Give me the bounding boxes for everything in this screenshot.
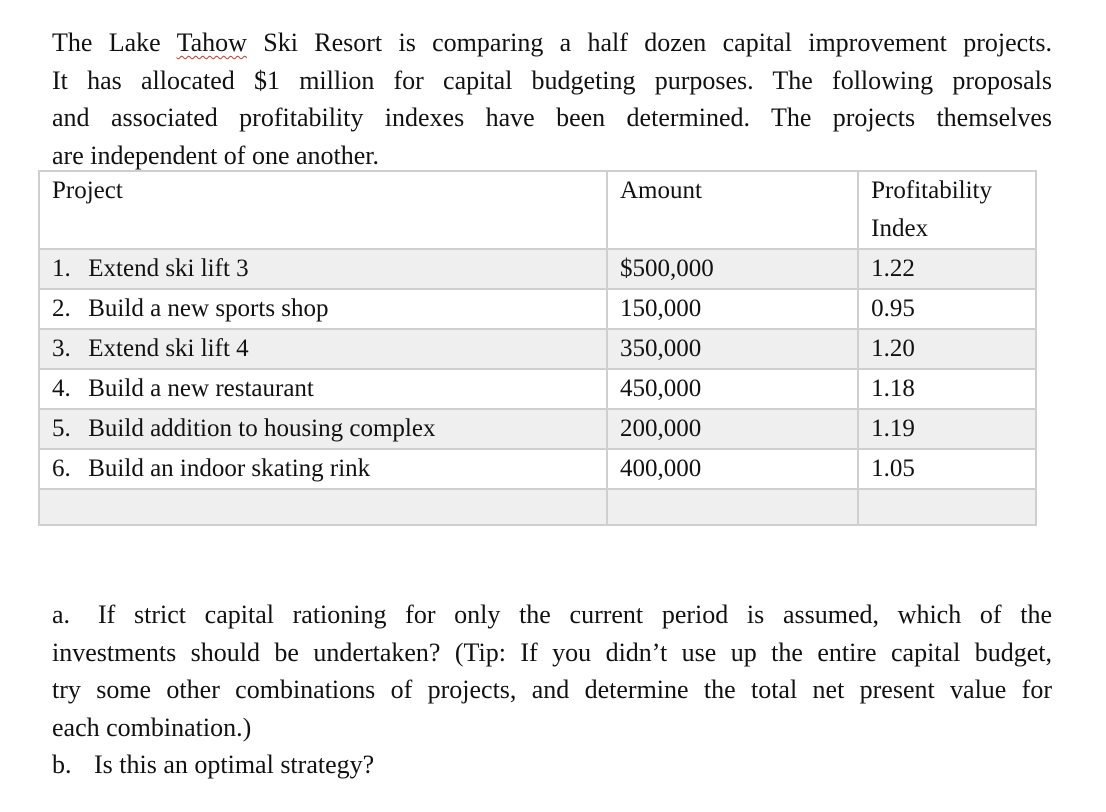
- index-cell: 1.20: [858, 329, 1036, 369]
- question-b-letter: b.: [52, 750, 72, 779]
- question-a-line-4: each combination.): [52, 712, 252, 742]
- project-name: Build a new restaurant: [88, 375, 314, 402]
- header-profitability-index: [858, 171, 1036, 249]
- project-name: Extend ski lift 4: [88, 335, 249, 362]
- table-row: [39, 329, 1036, 369]
- table-row: [39, 409, 1036, 449]
- project-name: Build addition to housing complex: [88, 415, 436, 442]
- header-index-line-2: Index: [871, 215, 929, 242]
- intro-line-1-end: Ski Resort is comparing a half dozen capital improvement projects.: [246, 28, 1052, 57]
- amount-cell: 400,000: [607, 449, 858, 489]
- project-cell: [39, 249, 607, 289]
- amount-cell: 200,000: [607, 409, 858, 449]
- header-index-line-1: Profitability: [871, 177, 992, 204]
- project-name: Build a new sports shop: [88, 295, 329, 322]
- table-row: [39, 249, 1036, 289]
- project-cell: [39, 409, 607, 449]
- empty-cell: [39, 489, 607, 525]
- empty-cell: [858, 489, 1036, 525]
- project-name: Extend ski lift 3: [88, 255, 249, 282]
- projects-table: [38, 170, 1037, 526]
- index-cell: 1.05: [858, 449, 1036, 489]
- index-cell: 0.95: [858, 289, 1036, 329]
- question-b-text: Is this an optimal strategy?: [94, 750, 375, 779]
- row-number: 6.: [52, 455, 71, 482]
- amount-cell: 350,000: [607, 329, 858, 369]
- table-row: [39, 289, 1036, 329]
- intro-line-1: [52, 24, 1052, 62]
- intro-line-3: and associated profitability indexes have been determined. The projects themselves: [52, 103, 1052, 132]
- table-row: [39, 369, 1036, 409]
- project-cell: [39, 369, 607, 409]
- table-row: [39, 449, 1036, 489]
- project-cell: [39, 449, 607, 489]
- project-name: Build an indoor skating rink: [88, 455, 371, 482]
- intro-line-1-start: The Lake: [52, 28, 177, 57]
- header-project: Project: [39, 171, 607, 249]
- intro-paragraph: [52, 24, 1052, 174]
- question-a-text-1: If strict capital rationing for only the current period is assumed, which of the: [98, 600, 1052, 629]
- intro-line-4: are independent of one another.: [52, 140, 380, 170]
- row-number: 3.: [52, 335, 71, 362]
- row-number: 4.: [52, 375, 71, 402]
- misspelled-word: Tahow: [176, 28, 247, 57]
- empty-cell: [607, 489, 858, 525]
- question-b: [52, 746, 1052, 784]
- question-a-letter: a.: [52, 600, 71, 629]
- project-cell: [39, 289, 607, 329]
- question-a-line-1: [52, 596, 1052, 634]
- table-row-empty: [39, 489, 1036, 525]
- amount-cell: 450,000: [607, 369, 858, 409]
- questions: [52, 596, 1052, 784]
- project-cell: [39, 329, 607, 369]
- intro-line-2: It has allocated $1 million for capital budgeting purposes. The following proposals: [52, 65, 1052, 95]
- index-cell: 1.22: [858, 249, 1036, 289]
- question-a-line-2: investments should be undertaken? (Tip: If you didn’t use up the entire capital budget,: [52, 637, 1052, 667]
- row-number: 5.: [52, 415, 71, 442]
- amount-cell: $500,000: [607, 249, 858, 289]
- row-number: 1.: [52, 255, 71, 282]
- question-a-line-3: try some other combinations of projects, and determine the total net present value for: [52, 675, 1052, 704]
- index-cell: 1.19: [858, 409, 1036, 449]
- amount-cell: 150,000: [607, 289, 858, 329]
- table-header-row: [39, 171, 1036, 249]
- header-amount: Amount: [607, 171, 858, 249]
- index-cell: 1.18: [858, 369, 1036, 409]
- row-number: 2.: [52, 295, 71, 322]
